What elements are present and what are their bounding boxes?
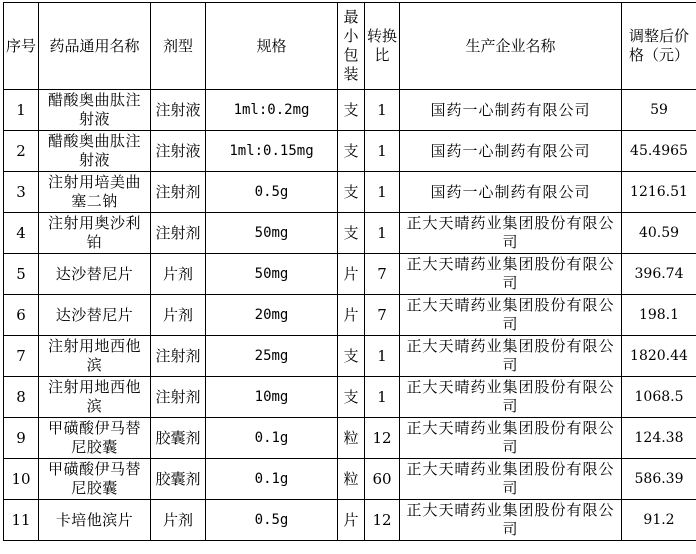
cell-manufacturer: 国药一心制药有限公司 — [400, 131, 622, 172]
cell-manufacturer: 正大天晴药业集团股份有限公司 — [400, 295, 622, 336]
cell-spec: 25mg — [206, 336, 338, 377]
cell-seq: 6 — [4, 295, 39, 336]
header-unit: 最小包装 — [338, 3, 365, 90]
header-form: 剂型 — [151, 3, 206, 90]
cell-spec: 0.1g — [206, 459, 338, 500]
cell-seq: 2 — [4, 131, 39, 172]
cell-seq: 4 — [4, 213, 39, 254]
cell-unit: 片 — [338, 254, 365, 295]
table-row — [4, 336, 696, 377]
cell-ratio: 1 — [365, 172, 400, 213]
cell-form: 注射剂 — [151, 377, 206, 418]
cell-form: 片剂 — [151, 254, 206, 295]
cell-manufacturer: 正大天晴药业集团股份有限公司 — [400, 377, 622, 418]
cell-name: 甲磺酸伊马替尼胶囊 — [39, 459, 151, 500]
cell-price: 45.4965 — [622, 131, 696, 172]
cell-name: 达沙替尼片 — [39, 295, 151, 336]
cell-form: 注射剂 — [151, 336, 206, 377]
cell-name: 醋酸奥曲肽注射液 — [39, 90, 151, 131]
header-name: 药品通用名称 — [39, 3, 151, 90]
cell-spec: 10mg — [206, 377, 338, 418]
cell-form: 注射剂 — [151, 172, 206, 213]
cell-form: 注射液 — [151, 131, 206, 172]
cell-seq: 10 — [4, 459, 39, 500]
cell-manufacturer: 正大天晴药业集团股份有限公司 — [400, 418, 622, 459]
header-ratio: 转换比 — [365, 3, 400, 90]
cell-price: 1216.51 — [622, 172, 696, 213]
cell-spec: 50mg — [206, 213, 338, 254]
table-header-row — [4, 3, 696, 90]
table-row — [4, 418, 696, 459]
cell-manufacturer: 国药一心制药有限公司 — [400, 172, 622, 213]
cell-unit: 支 — [338, 213, 365, 254]
cell-name: 注射用培美曲塞二钠 — [39, 172, 151, 213]
cell-ratio: 60 — [365, 459, 400, 500]
cell-unit: 粒 — [338, 459, 365, 500]
cell-unit: 片 — [338, 295, 365, 336]
cell-seq: 3 — [4, 172, 39, 213]
cell-name: 醋酸奥曲肽注射液 — [39, 131, 151, 172]
cell-manufacturer: 正大天晴药业集团股份有限公司 — [400, 254, 622, 295]
table-row — [4, 254, 696, 295]
cell-spec: 0.1g — [206, 418, 338, 459]
cell-form: 注射液 — [151, 90, 206, 131]
cell-seq: 11 — [4, 500, 39, 541]
cell-ratio: 1 — [365, 90, 400, 131]
cell-ratio: 1 — [365, 213, 400, 254]
cell-price: 91.2 — [622, 500, 696, 541]
header-seq: 序号 — [4, 3, 39, 90]
cell-seq: 5 — [4, 254, 39, 295]
table-row — [4, 377, 696, 418]
cell-ratio: 7 — [365, 254, 400, 295]
cell-manufacturer: 国药一心制药有限公司 — [400, 90, 622, 131]
cell-spec: 50mg — [206, 254, 338, 295]
cell-seq: 9 — [4, 418, 39, 459]
cell-form: 片剂 — [151, 500, 206, 541]
cell-name: 甲磺酸伊马替尼胶囊 — [39, 418, 151, 459]
cell-spec: 0.5g — [206, 172, 338, 213]
cell-name: 注射用地西他滨 — [39, 336, 151, 377]
cell-price: 40.59 — [622, 213, 696, 254]
cell-seq: 7 — [4, 336, 39, 377]
cell-seq: 8 — [4, 377, 39, 418]
drug-price-table — [3, 2, 696, 541]
cell-spec: 0.5g — [206, 500, 338, 541]
cell-ratio: 12 — [365, 500, 400, 541]
cell-unit: 支 — [338, 377, 365, 418]
cell-spec: 1ml:0.15mg — [206, 131, 338, 172]
cell-ratio: 7 — [365, 295, 400, 336]
cell-ratio: 1 — [365, 131, 400, 172]
cell-ratio: 1 — [365, 336, 400, 377]
header-spec: 规格 — [206, 3, 338, 90]
cell-unit: 支 — [338, 172, 365, 213]
cell-name: 注射用奥沙利铂 — [39, 213, 151, 254]
cell-unit: 支 — [338, 90, 365, 131]
cell-manufacturer: 正大天晴药业集团股份有限公司 — [400, 213, 622, 254]
cell-price: 198.1 — [622, 295, 696, 336]
cell-spec: 1ml:0.2mg — [206, 90, 338, 131]
cell-manufacturer: 正大天晴药业集团股份有限公司 — [400, 459, 622, 500]
cell-spec: 20mg — [206, 295, 338, 336]
cell-name: 卡培他滨片 — [39, 500, 151, 541]
header-manufacturer: 生产企业名称 — [400, 3, 622, 90]
cell-form: 注射剂 — [151, 213, 206, 254]
cell-form: 胶囊剂 — [151, 418, 206, 459]
cell-price: 396.74 — [622, 254, 696, 295]
cell-unit: 支 — [338, 336, 365, 377]
cell-unit: 片 — [338, 500, 365, 541]
cell-name: 注射用地西他滨 — [39, 377, 151, 418]
cell-price: 586.39 — [622, 459, 696, 500]
table-row — [4, 131, 696, 172]
cell-seq: 1 — [4, 90, 39, 131]
table-row — [4, 90, 696, 131]
cell-ratio: 12 — [365, 418, 400, 459]
table-row — [4, 213, 696, 254]
cell-price: 59 — [622, 90, 696, 131]
cell-price: 1068.5 — [622, 377, 696, 418]
cell-name: 达沙替尼片 — [39, 254, 151, 295]
cell-price: 124.38 — [622, 418, 696, 459]
cell-unit: 粒 — [338, 418, 365, 459]
cell-manufacturer: 正大天晴药业集团股份有限公司 — [400, 336, 622, 377]
cell-ratio: 1 — [365, 377, 400, 418]
table-row — [4, 500, 696, 541]
table-row — [4, 295, 696, 336]
cell-price: 1820.44 — [622, 336, 696, 377]
cell-form: 片剂 — [151, 295, 206, 336]
table-row — [4, 172, 696, 213]
header-price: 调整后价格（元） — [622, 3, 696, 90]
table-row — [4, 459, 696, 500]
cell-unit: 支 — [338, 131, 365, 172]
cell-form: 胶囊剂 — [151, 459, 206, 500]
cell-manufacturer: 正大天晴药业集团股份有限公司 — [400, 500, 622, 541]
